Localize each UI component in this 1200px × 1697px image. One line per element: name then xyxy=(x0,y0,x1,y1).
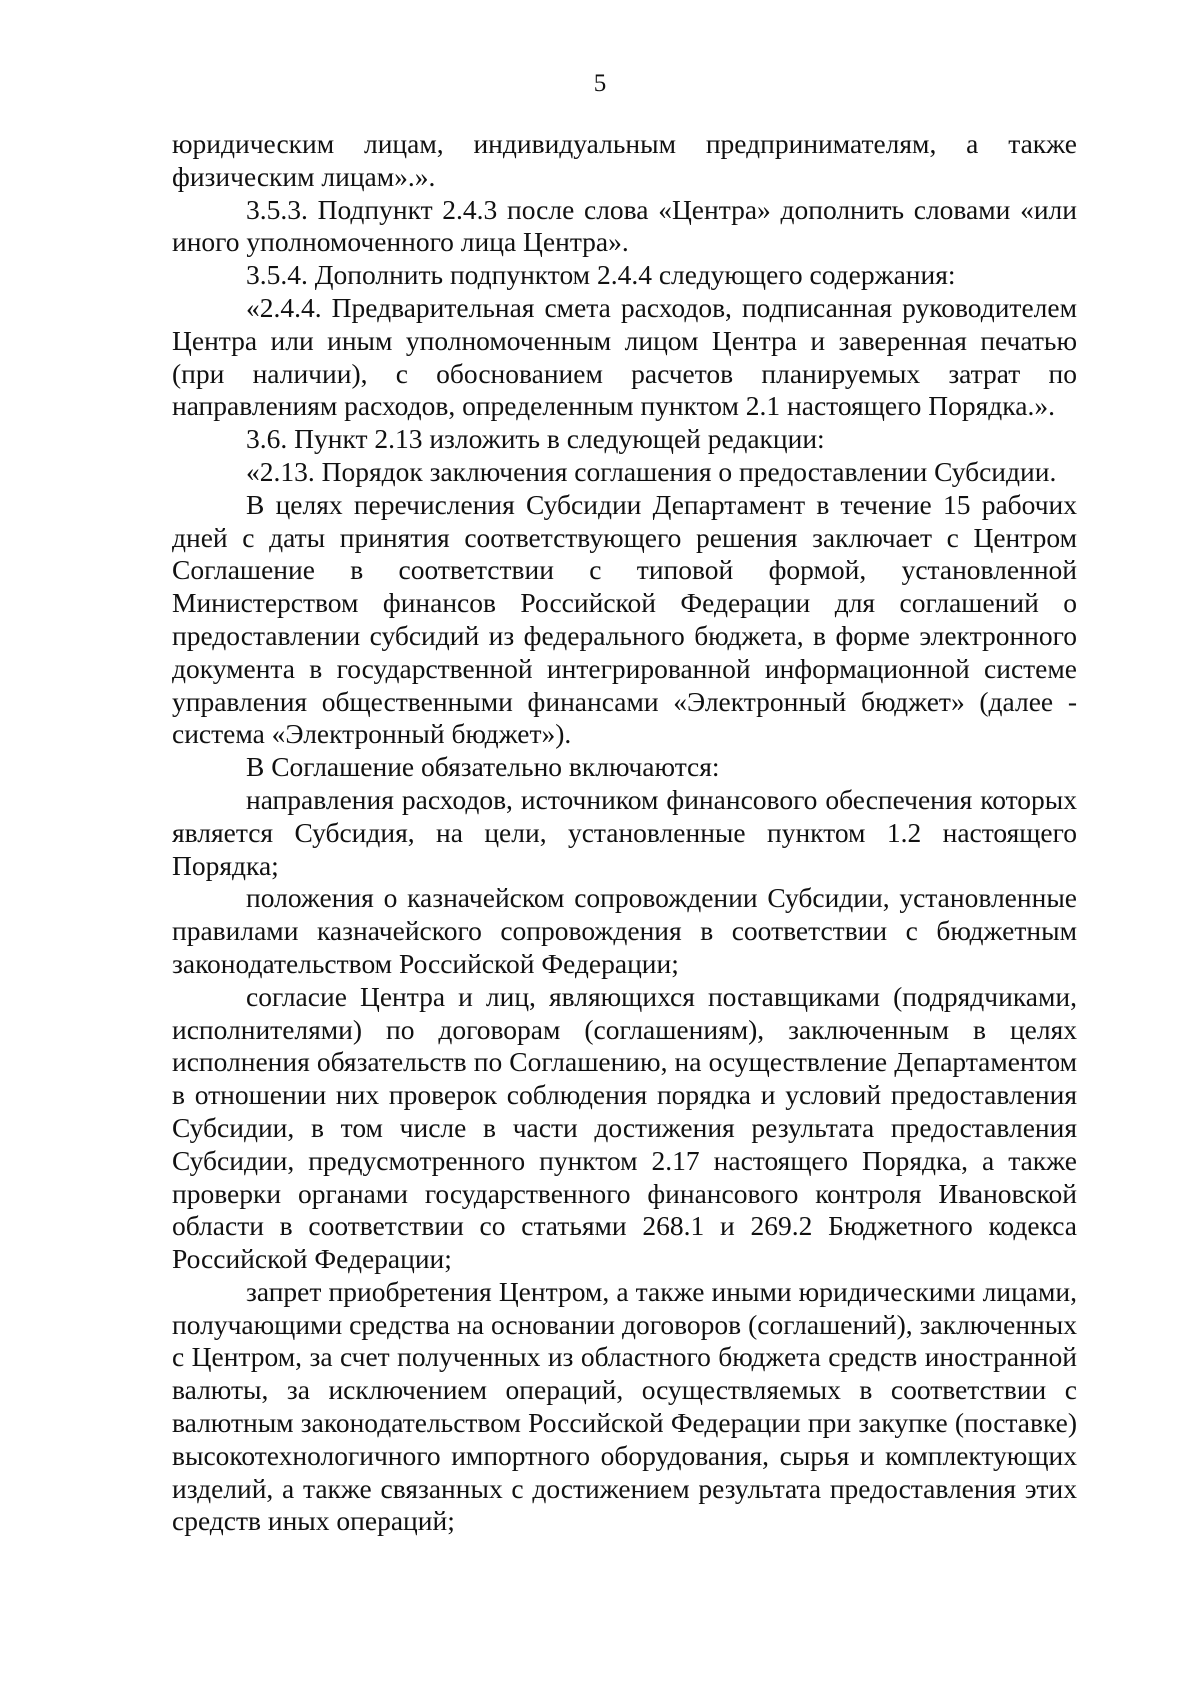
paragraph-2-4-4: «2.4.4. Предварительная смета расходов, подписанная руководителем Центра или иным уполномоченным лицом Центра и заверенная печатью (при наличии), с обоснованием расчетов планируемых затрат по направлениям расходов, определенным пунктом 2.1 настоящего Порядка.». xyxy=(172,291,1077,422)
paragraph-subsidy-transfer: В целях перечисления Субсидии Департамент в течение 15 рабочих дней с даты принятия соответствующего решения заключает с Центром Соглашение в соответствии с типовой формой, установленной Министерством финансов Российской Федерации для соглашений о предоставлении субсидий из федерального бюджета, в форме электронного документа в государственной интегрированной информационной системе управления общественными финансами «Электронный бюджет» (далее - система «Электронный бюджет»). xyxy=(172,488,1077,750)
paragraph-treasury-support: положения о казначейском сопровождении Субсидии, установленные правилами казначейского сопровождения в соответствии с бюджетным законодательством Российской Федерации; xyxy=(172,882,1077,979)
paragraph-consent-inspections: согласие Центра и лиц, являющихся поставщиками (подрядчиками, исполнителями) по договорам (соглашениям), заключенным в целях исполнения обязательств по Соглашению, на осуществление Департаментом в отношении них проверок соблюдения порядка и условий предоставления Субсидии, в том числе в части достижения результата предоставления Субсидии, предусмотренного пунктом 2.17 настоящего Порядка, а также проверки органами государственного финансового контроля Ивановской области в соответствии со статьями 268.1 и 269.2 Бюджетного кодекса Российской Федерации; xyxy=(172,980,1077,1275)
paragraph-3-6: 3.6. Пункт 2.13 изложить в следующей редакции: xyxy=(246,423,825,455)
paragraph-expense-directions: направления расходов, источником финансового обеспечения которых является Субсидия, на цели, установленные пунктом 1.2 настоящего Порядка; xyxy=(172,783,1077,881)
paragraph-currency-ban: запрет приобретения Центром, а также иными юридическими лицами, получающими средства на основании договоров (соглашений), заключенных с Центром, за счет полученных из областного бюджета средств иностранной валюты, за исключением операций, осуществляемых в соответствии с валютным законодательством Российской Федерации при закупке (поставке) высокотехнологичного импортного оборудования, сырья и комплектующих изделий, а также связанных с достижением результата предоставления этих средств иных операций; xyxy=(172,1275,1077,1537)
paragraph-agreement-includes: В Соглашение обязательно включаются: xyxy=(246,751,720,783)
page-number: 5 xyxy=(593,70,607,97)
paragraph-3-5-4: 3.5.4. Дополнить подпунктом 2.4.4 следующего содержания: xyxy=(246,259,956,291)
paragraph-continuation: юридическим лицам, индивидуальным предпринимателям, а также физическим лицам».». xyxy=(172,128,1077,192)
paragraph-2-13-heading: «2.13. Порядок заключения соглашения о предоставлении Субсидии. xyxy=(246,455,1057,487)
paragraph-3-5-3: 3.5.3. Подпункт 2.4.3 после слова «Центра» дополнить словами «или иного уполномоченного лица Центра». xyxy=(172,193,1077,258)
document-body xyxy=(172,128,1077,1538)
